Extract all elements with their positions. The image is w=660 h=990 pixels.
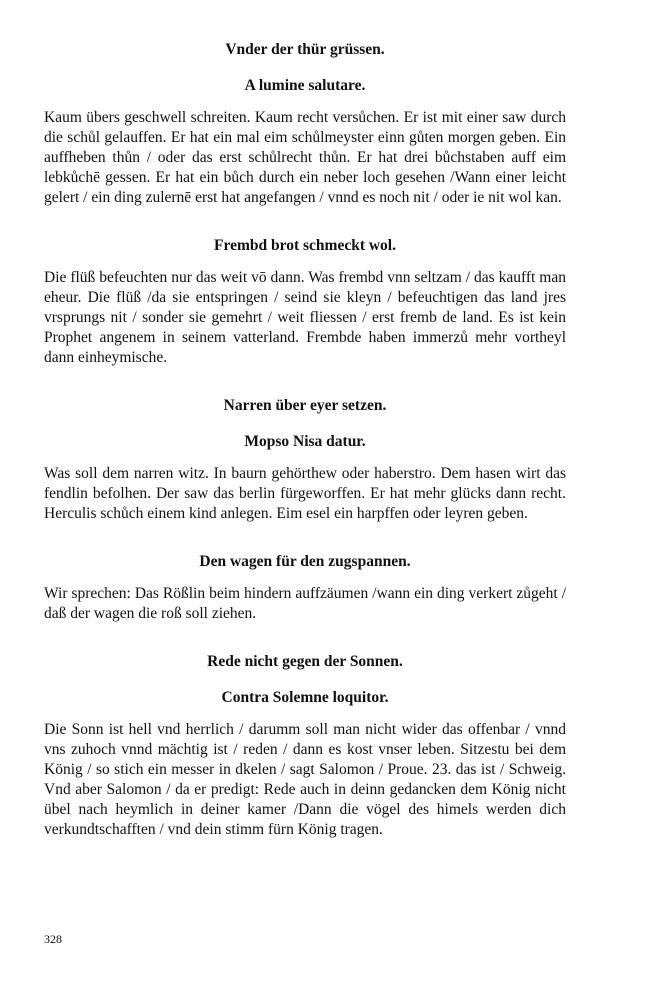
page-content	[44, 40, 566, 840]
page-number: 328	[44, 932, 62, 946]
section-heading: Rede nicht gegen der Sonnen.	[207, 653, 403, 670]
proverb-section	[44, 236, 566, 368]
proverb-section	[44, 552, 566, 624]
section-heading: Vnder der thür grüssen.	[225, 41, 385, 58]
section-text: Kaum übers geschwell schreiten. Kaum recht versůchen. Er ist mit einer saw durch die schůl gelauffen. Er hat ein mal eim schůlmeyster einn gůten morgen geben. Ein auffheben thůn / oder das erst schůlrecht thůn. Er hat drei bůchstaben auff eim lebkůchē gessen. Er hat ein bůch durch ein neber loch gesehen /Wann einer leicht gelert / ein ding zulernē erst hat angefangen / vnnd es noch nit / oder ie nit wol kan.	[44, 109, 566, 206]
proverb-section	[44, 652, 566, 840]
section-heading: Frembd brot schmeckt wol.	[214, 237, 396, 254]
section-text: Die flüß befeuchten nur das weit vō dann. Was frembd vnn seltzam / das kaufft man eheur. Die flüß /da sie entspringen / seind sie kleyn / befeuchtigen das land jres vrsprungs nit / sonder sie gemehrt / weit fliessen / erst fremb de land. Es ist kein Prophet angenem in seinem vatterland. Frembde haben immerzů mehr vortheyl dann einheymische.	[44, 269, 566, 366]
section-subheading: Mopso Nisa datur.	[244, 433, 366, 450]
section-text: Was soll dem narren witz. In baurn gehörthew oder haberstro. Dem hasen wirt das fendlin befolhen. Der saw das berlin fürgeworffen. Er hat mehr glücks dann recht. Herculis schůch einem kind anlegen. Eim esel ein harpffen oder leyren geben.	[44, 465, 566, 522]
section-subheading: Contra Solemne loquitor.	[221, 689, 389, 706]
section-text: Wir sprechen: Das Rößlin beim hindern auffzäumen /wann ein ding verkert zůgeht / daß der wagen die roß soll ziehen.	[44, 585, 566, 622]
section-subheading: A lumine salutare.	[244, 77, 366, 94]
proverb-section	[44, 40, 566, 208]
section-heading: Den wagen für den zugspannen.	[199, 553, 411, 570]
section-text: Die Sonn ist hell vnd herrlich / darumm soll man nicht wider das offenbar / vnnd vns zuhoch vnnd mächtig ist / reden / dann es kost vnser leben. Sitzestu bei dem König / so stich ein messer in dkelen / sagt Salomon / Proue. 23. das ist / Schweig. Vnd aber Salomon / da er predigt: Rede auch in deinn gedancken dem König nicht übel nach heymlich in deiner kamer /Dann die vögel des himels werden dich verkundtschafften / vnd dein stimm fürn König tragen.	[44, 721, 566, 838]
section-heading: Narren über eyer setzen.	[223, 397, 387, 414]
proverb-section	[44, 396, 566, 524]
